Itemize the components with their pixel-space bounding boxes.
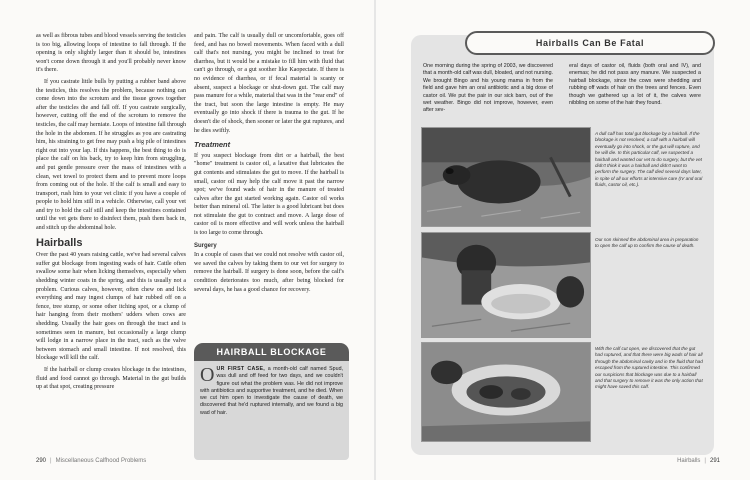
paragraph: and pain. The calf is usually dull or uncomfortable, goes off feed, and has no bowel movements. When faced with a dull calf that's not nursing, you might be inclined to treat for diarrhea, but it would be a mistake to fill him with fluid that can't go through, or a gut soother like Kaopectate. If there is no evidence of diarrhea, or if fecal material is scanty or absent, suspect a blockage or shut-down gut. The calf may pass manure for a while, material that was in the "rear end" of the tract, but soon the large intestine is empty. He may eventually go into shock if there is trauma to the gut. If he doesn't die of shock, then sooner or later the gut ruptures, and he dies swiftly.	[194, 33, 344, 134]
right-footer: Hairballs | 291	[677, 458, 720, 464]
running-head: Hairballs	[677, 458, 701, 464]
subheading-treatment: Treatment	[194, 140, 231, 150]
photo-opened-calf	[421, 342, 591, 442]
sidebar-intro-left: One morning during the spring of 2003, we discovered that a month-old calf was dull, bloated, and not nursing. We brought Bingo and his young mama in from the field and gave him an oral antibiotic and a big dose of castor oil. We put the pair in our sick barn, out of the wet weather. Bingo did not improve, however, even after sev-	[423, 63, 553, 114]
left-page	[0, 0, 374, 480]
hairball-blockage-callout	[194, 343, 349, 460]
left-footer: 290 | Miscellaneous Calfhood Problems	[36, 458, 147, 464]
running-head: Miscellaneous Calfhood Problems	[55, 458, 147, 464]
photo-caption-3: With the calf cut open, we discovered that the gut had ruptured, and that there were big wads of hair all through the abdominal cavity and in the fluid that had escaped from the ruptured intestine. This confirmed our suspicions that blockage was due to a hairball and that surgery to remove it was the only action that might have saved this calf.	[595, 346, 703, 390]
section-heading-hairballs: Hairballs	[36, 236, 83, 249]
sidebar-intro-right: eral days of castor oil, fluids (both oral and IV), and enemas; he did not pass any manure. We suspected a hairball blockage, since the cows were shedding and rubbing off wads of hair on the trees and fences. Even though we gathered up a lot of it, the calves were nibbling on some of the hair they found.	[569, 63, 701, 107]
callout-lead: UR FIRST CASE,	[216, 366, 266, 372]
paragraph: Over the past 40 years raising cattle, we've had several calves suffer gut blockage from ingesting wads of hair. Cattle often swallow some hair when licking themselves, especially when shedding winter coats in the spring, and this is usually not a problem. Curious calves, however, often chew on and lick everything and may ingest clumps of hair rubbed off on a fence, tree stump, or some other itching spot, or a clump of hair hanging from their mothers' udders when cows are shedding. Usually the hair goes on through the tract and is sometimes seen in manure, but occasionally a large clump will lodge in a narrow place in the tract, such as the valve between stomach and small intestine. If not resolved, this blockage will kill the calf.	[36, 252, 186, 362]
photo-caption-2: Our son skinned the abdominal area in preparation to open the calf up to confirm the cause of death.	[595, 237, 699, 249]
page-number: 290	[36, 458, 47, 464]
callout-body	[194, 361, 349, 460]
paragraph: If the hairball or clump creates blockage in the intestines, fluid and food cannot go through. Material in the gut builds up at that spot, creating pressure	[36, 366, 186, 391]
left-column-1	[36, 32, 186, 395]
photo-dull-calf	[421, 127, 591, 227]
paragraph: If you suspect blockage from dirt or a hairball, the best "home" treatment is castor oil, a laxative that lubricates the gut contents and stimulates the gut to move. If the hairball is small, castor oil may help the calf move it past the narrow spot; we've found wads of hair in the manure of treated calves after the gut started working again. Castor oil works better than mineral oil. The latter is a good lubricant but does not stimulate the gut to contract and move. A large dose of castor oil is more effective and will work unless the hairball is too large to come through.	[194, 152, 344, 237]
paragraph: If you castrate little bulls by putting a rubber band above the testicles, this resolves the problem, because nothing can come down into the scrotum and the tissue grows together after the testicles die and fall off. If you castrate surgically, however, cutting off the end of the scrotum to remove the testicles, the calf may herniate. Loops of intestine fall through the hole in the abdomen. If he struggles as you are castrating him, his straining to get free may push a big pile of intestines right out into your lap. If this happens, the best thing to do is place the calf on his back, try to keep him from struggling, and put gentle pressure over the mass of intestines with a clean, wet towel to protect them and to prevent more loops from coming out of the hole. If the calf is small and easy to transport, rush him to your vet clinic if you have a couple of people to hold him still in a vehicle. Otherwise, call your vet and try to hold the calf still and keep the intestines contained until the vet gets there to disinfect them, push them back in, and stitch up the abdominal hole.	[36, 78, 186, 232]
drop-cap: O	[200, 364, 215, 386]
callout-title: HAIRBALL BLOCKAGE	[194, 343, 349, 361]
hairballs-sidebar	[411, 35, 714, 455]
paragraph: In a couple of cases that we could not resolve with castor oil, we saved the calves by taking them to our vet for surgery to remove the hairball. If surgery is done soon, before the calf's condition deteriorates too much, after being blocked for several days, he has a good chance for recovery.	[194, 252, 344, 293]
callout-text: a month-old calf named Spud, was dull and off feed for two days, and we couldn't figure out what the problem was. He did not improve with antibiotics and supportive treatment, and he died. When we cut him open to investigate the cause of death, we discovered that he'd ruptured internally, and we found a big wad of hair.	[200, 366, 343, 416]
paragraph: as well as fibrous tubes and blood vessels serving the testicles is too big, allowing loops of intestine to fall through. If the opening is only slightly larger than it should be, intestines won't come down through it and you'll probably never know it's there.	[36, 33, 186, 74]
photo-caption-1: A dull calf has total gut blockage by a hairball. If the blockage is not resolved, a calf with a hairball will eventually go into shock, or the gut will rupture, and he will die. In this particular calf, we suspected a hairball and wanted our vet to do surgery, but the vet didn't think it was a hairball and didn't want to perform the surgery. The calf died several days later, in spite of all our efforts at intensive care (IV and oral fluids, castor oil, etc.).	[595, 131, 703, 188]
photo-skinning-calf	[421, 232, 591, 338]
page-number: 291	[709, 458, 720, 464]
left-column-2	[194, 32, 344, 297]
sidebar-title: Hairballs Can Be Fatal	[465, 31, 715, 55]
subheading-surgery: Surgery	[194, 242, 217, 249]
